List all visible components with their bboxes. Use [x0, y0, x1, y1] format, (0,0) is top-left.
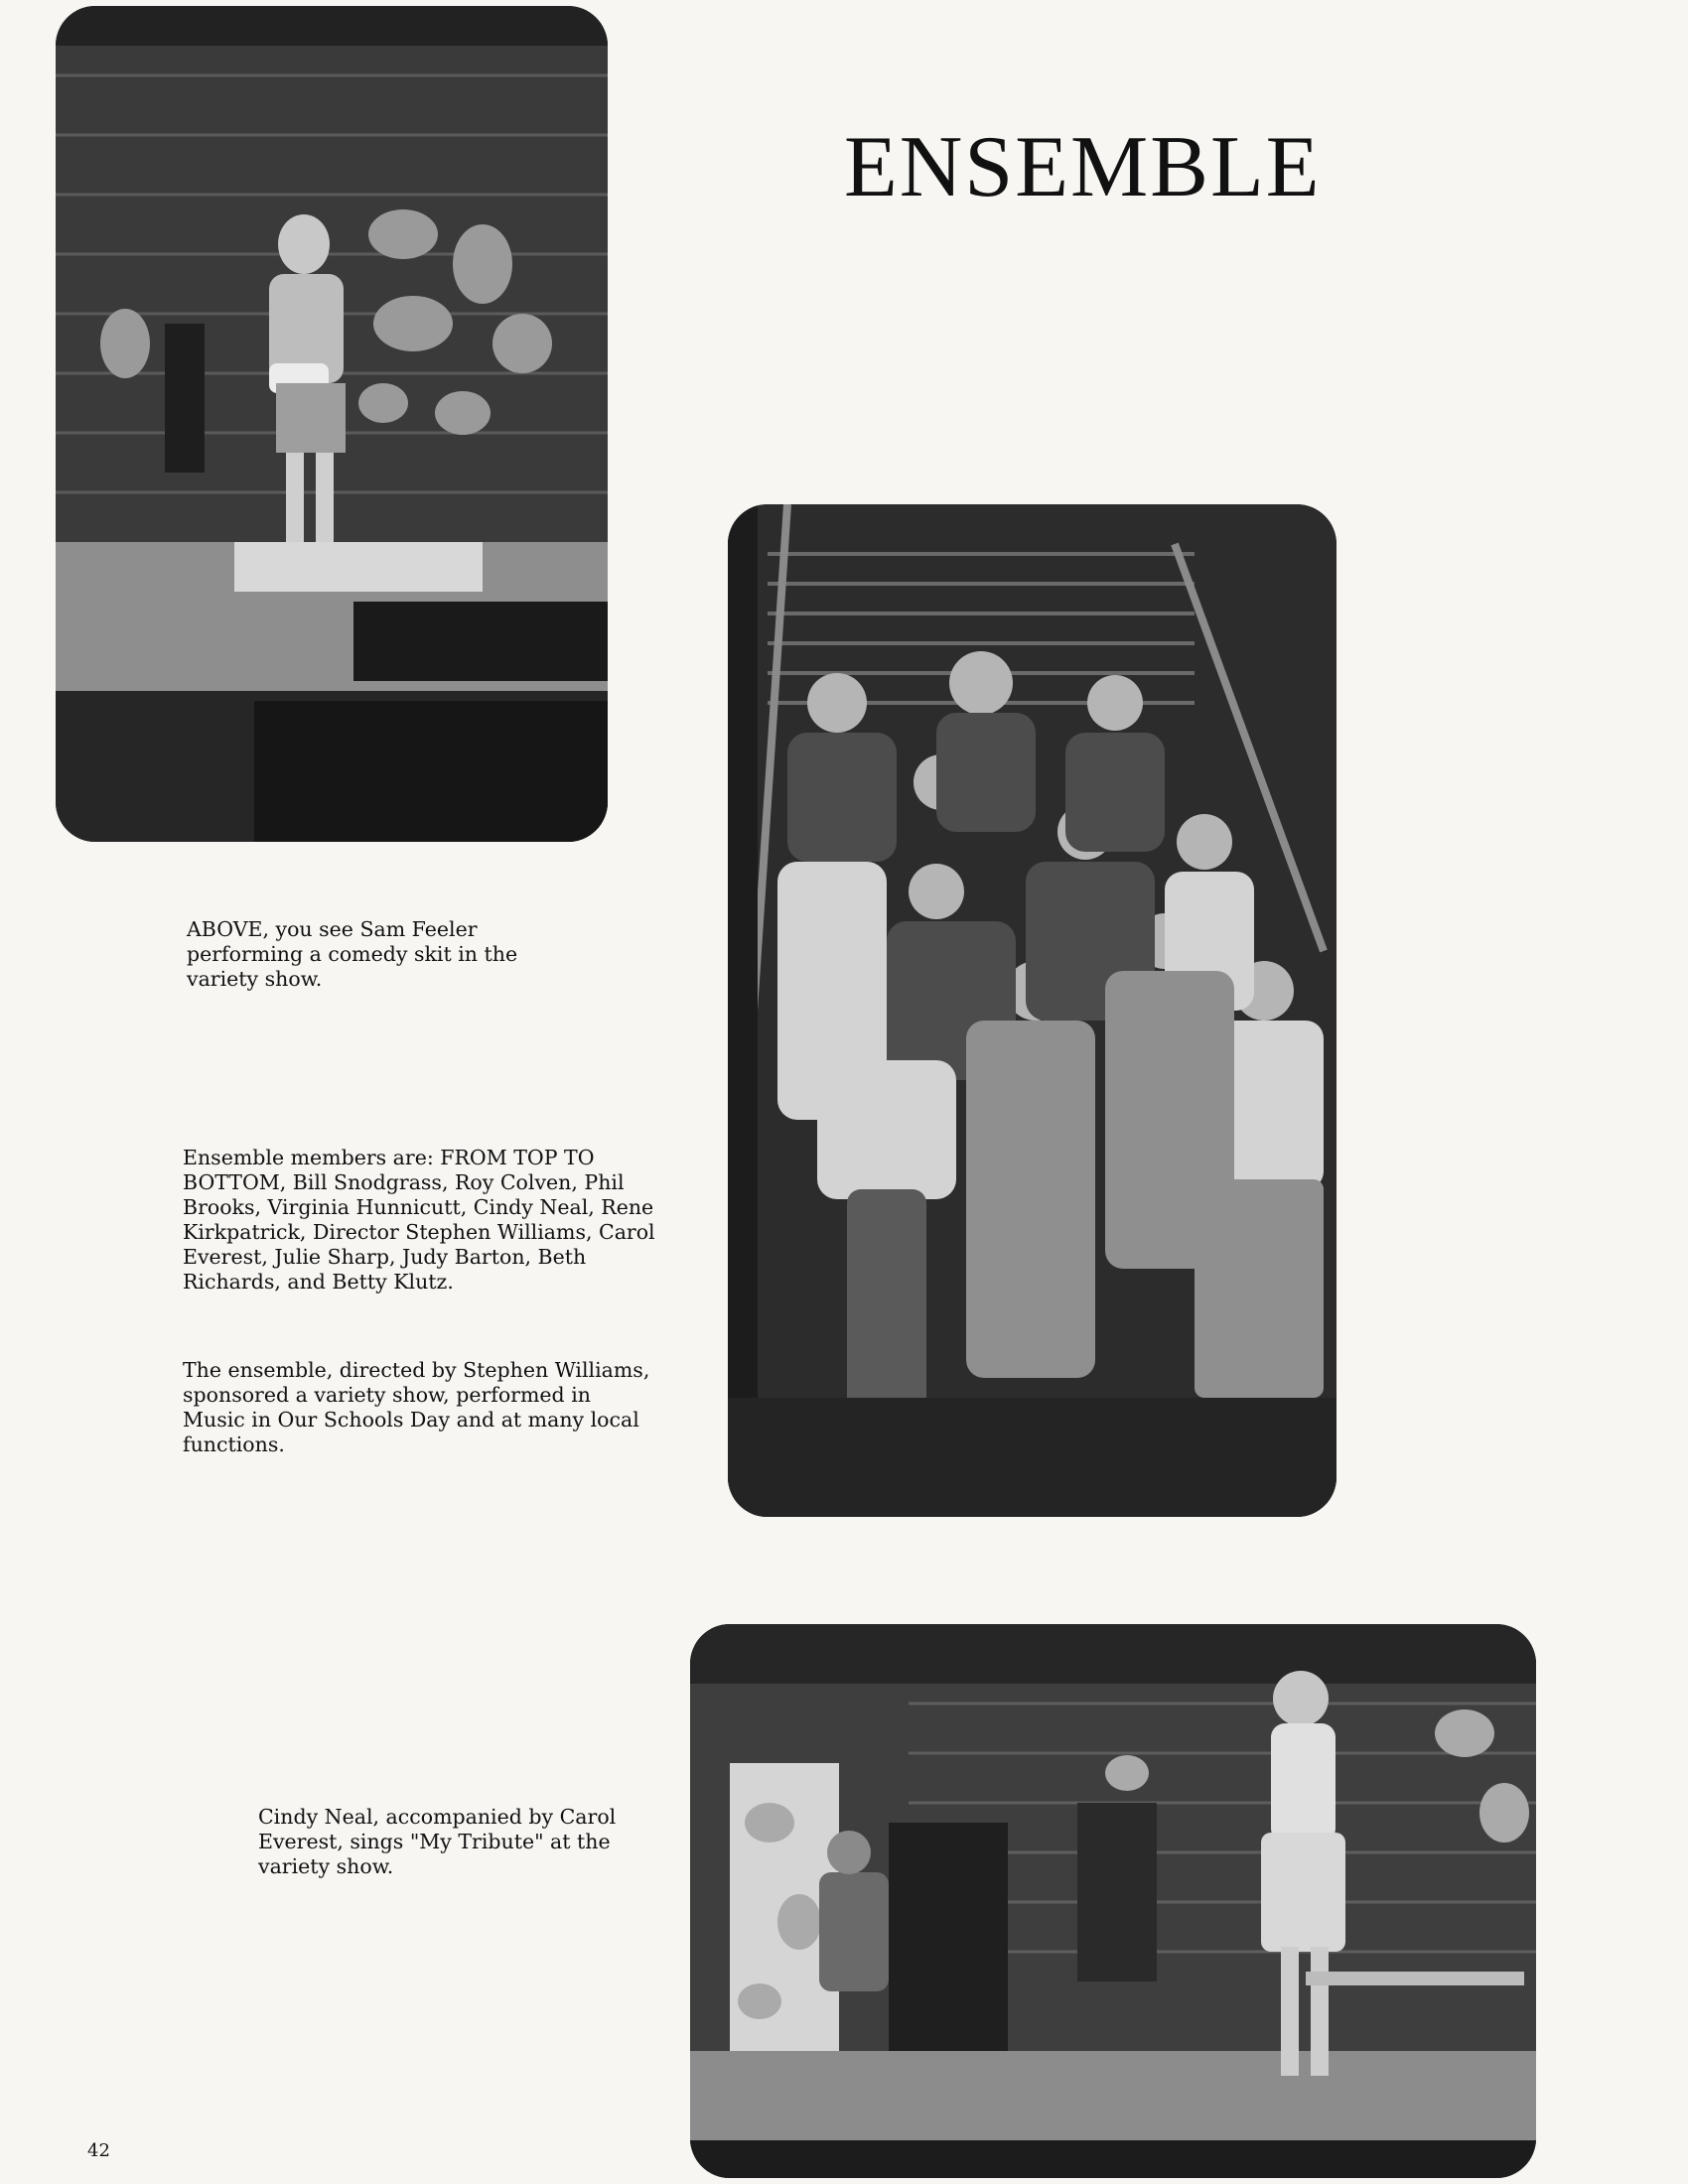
- photo-singer-piano: [690, 1624, 1536, 2178]
- page-number: 42: [87, 2140, 110, 2161]
- photo-comedy-skit-image: [56, 6, 608, 842]
- page-title: ENSEMBLE: [844, 119, 1322, 215]
- photo-ensemble-group-image: [728, 504, 1336, 1517]
- caption-ensemble-description: The ensemble, directed by Stephen Williams, sponsored a variety show, performed in Music in Our Schools Day and at many local functions.: [183, 1358, 650, 1456]
- photo-comedy-skit: [56, 6, 608, 842]
- caption-my-tribute: Cindy Neal, accompanied by Carol Everest, sings "My Tribute" at the variety show.: [258, 1805, 617, 1878]
- photo-ensemble-group: [728, 504, 1336, 1517]
- caption-ensemble-members: Ensemble members are: FROM TOP TO BOTTOM, Bill Snodgrass, Roy Colven, Phil Brooks, Virginia Hunnicutt, Cindy Neal, Rene Kirkpatrick, Director Stephen Williams, Carol Everest, Julie Sharp, Judy Barton, Beth Richards, and Betty Klutz.: [183, 1146, 655, 1294]
- photo-singer-piano-image: [690, 1624, 1536, 2178]
- caption-comedy-skit: ABOVE, you see Sam Feeler performing a comedy skit in the variety show.: [187, 917, 518, 991]
